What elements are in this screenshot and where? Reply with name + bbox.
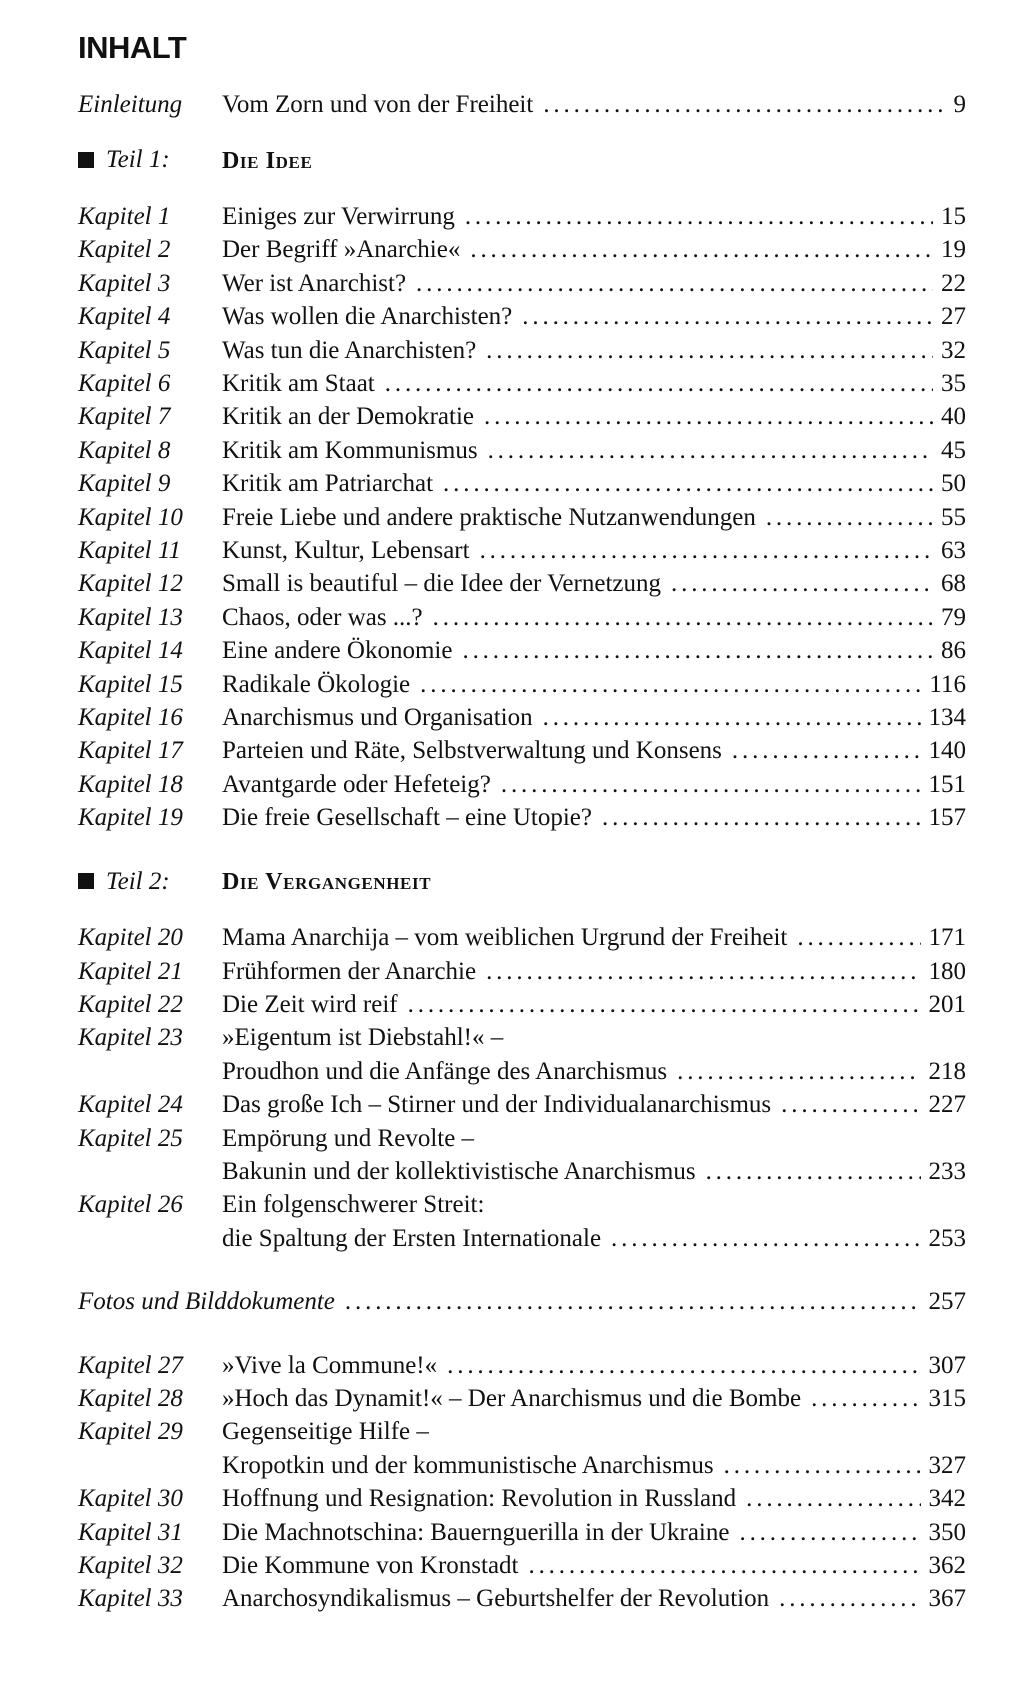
part2-chapter-list	[78, 921, 966, 1255]
leader-dots	[443, 467, 933, 500]
leader-dots	[706, 1155, 921, 1188]
entry-label: Kapitel 25	[78, 1124, 183, 1152]
entry-title: Die Machnotschina: Bauernguerilla in der Ukraine	[222, 1518, 730, 1546]
leader-dots	[522, 300, 933, 333]
entry-title: Wer ist Anarchist?	[222, 269, 407, 297]
toc-entry	[78, 467, 966, 500]
entry-title: Anarchosyndikalismus – Geburtshelfer der Revolution	[222, 1585, 770, 1613]
entry-title-wrap	[222, 634, 941, 667]
entry-title: »Hoch das Dynamit!« – Der Anarchismus und die Bombe	[222, 1385, 802, 1412]
leader-dots	[486, 955, 920, 988]
entry-title-wrap	[222, 701, 929, 734]
leader-dots	[420, 668, 921, 701]
entry-label: Kapitel 13	[78, 603, 183, 631]
entry-title-wrap	[222, 1415, 966, 1448]
entry-title-wrap	[222, 501, 941, 534]
leader-dots	[732, 734, 921, 767]
leader-dots	[543, 701, 921, 734]
entry-title: »Vive la Commune!«	[222, 1351, 438, 1379]
entry-title: Avantgarde oder Hefeteig?	[222, 770, 491, 798]
entry-title-wrap	[222, 534, 941, 567]
entry-label: Kapitel 20	[78, 924, 183, 952]
leader-dots	[746, 1482, 920, 1515]
entry-label: Kapitel 19	[78, 804, 183, 832]
entry-page: 151	[928, 770, 966, 798]
toc-entry	[78, 1122, 966, 1155]
entry-title: Anarchismus und Organisation	[222, 704, 533, 731]
entry-label: Kapitel 26	[78, 1191, 183, 1219]
entry-title-wrap	[222, 1549, 929, 1582]
toc-entry	[78, 1021, 966, 1054]
entry-page: 362	[928, 1552, 966, 1580]
entry-page: 9	[953, 91, 966, 118]
leader-dots	[345, 1285, 921, 1318]
toc-entry	[78, 233, 966, 266]
entry-title: Gegenseitige Hilfe –	[222, 1418, 429, 1446]
entry-title-wrap	[222, 200, 941, 233]
entry-label: Kapitel 5	[78, 336, 171, 364]
entry-label: Kapitel 29	[78, 1418, 183, 1446]
toc-entry	[78, 801, 966, 834]
entry-page: 50	[941, 470, 966, 498]
entry-title: Die Zeit wird reif	[222, 990, 398, 1018]
toc-entry	[78, 668, 966, 701]
leader-dots	[797, 921, 920, 954]
toc-entry-continuation	[78, 1055, 966, 1088]
toc-entry	[78, 1088, 966, 1121]
toc-entry	[78, 267, 966, 300]
entry-title-wrap	[222, 1582, 929, 1615]
entry-title-wrap	[222, 921, 929, 954]
entry-page: 171	[928, 924, 966, 952]
entry-title-wrap	[222, 1516, 929, 1549]
entry-title: Der Begriff »Anarchie«	[222, 236, 461, 264]
entry-label: Kapitel 8	[78, 436, 171, 464]
entry-page: 307	[928, 1351, 966, 1379]
entry-page: 55	[941, 503, 966, 531]
entry-page: 180	[928, 957, 966, 985]
leader-dots	[724, 1449, 921, 1482]
toc-entry	[78, 921, 966, 954]
entry-page: 157	[928, 804, 966, 832]
entry-page: 63	[941, 536, 966, 564]
entry-page: 140	[928, 737, 966, 765]
entry-title-wrap	[78, 1285, 929, 1318]
entry-title-wrap	[222, 1449, 929, 1482]
entry-label: Kapitel 14	[78, 637, 183, 665]
leader-dots	[677, 1055, 920, 1088]
entry-label: Kapitel 22	[78, 990, 183, 1018]
entry-label: Kapitel 23	[78, 1024, 183, 1052]
entry-page: 79	[941, 603, 966, 631]
entry-title-wrap	[222, 1155, 929, 1188]
entry-page: 19	[941, 236, 966, 264]
entry-page: 327	[928, 1451, 966, 1479]
entry-title-wrap	[222, 1222, 929, 1255]
entry-title: Die freie Gesellschaft – eine Utopie?	[222, 804, 592, 832]
toc-entry	[78, 1415, 966, 1448]
toc-entry	[78, 200, 966, 233]
entry-page: 201	[928, 990, 966, 1018]
entry-page: 35	[941, 369, 966, 397]
toc-entry	[78, 601, 966, 634]
toc-entry	[78, 701, 966, 734]
leader-dots	[484, 400, 933, 433]
part-heading-2	[78, 865, 966, 900]
leader-dots	[408, 988, 921, 1021]
entry-page: 253	[928, 1224, 966, 1252]
entry-title-wrap	[222, 1088, 929, 1121]
entry-title-wrap	[222, 768, 929, 801]
entry-title-wrap	[222, 367, 941, 400]
entry-label: Kapitel 28	[78, 1385, 183, 1412]
entry-title: Vom Zorn und von der Freiheit	[222, 91, 534, 118]
entry-title: Einiges zur Verwirrung	[222, 202, 455, 230]
entry-title-wrap	[222, 334, 941, 367]
entry-title-wrap	[222, 1021, 966, 1054]
leader-dots	[470, 233, 933, 266]
entry-page: 15	[941, 202, 966, 230]
leader-dots	[779, 1582, 920, 1615]
entry-page: 22	[941, 269, 966, 297]
toc-entry	[78, 1549, 966, 1582]
toc-entry	[78, 434, 966, 467]
entry-title: Kritik am Patriarchat	[222, 470, 434, 498]
entry-title: Kritik am Kommunismus	[222, 436, 478, 464]
entry-page: 227	[928, 1091, 966, 1119]
toc-entry-intro	[78, 88, 966, 121]
entry-label: Kapitel 3	[78, 269, 171, 297]
leader-dots	[447, 1349, 920, 1382]
toc-entry	[78, 988, 966, 1021]
leader-dots	[480, 534, 933, 567]
entry-title: Small is beautiful – die Idee der Vernetzung	[222, 570, 661, 598]
entry-label: Kapitel 6	[78, 369, 171, 397]
entry-title: »Eigentum ist Diebstahl!« –	[222, 1024, 504, 1052]
entry-label: Kapitel 33	[78, 1585, 183, 1613]
entry-label: Kapitel 9	[78, 470, 171, 498]
entry-title-continuation: Bakunin und der kollektivistische Anarchismus	[222, 1157, 696, 1185]
toc-entry	[78, 634, 966, 667]
entry-label: Kapitel 4	[78, 303, 171, 331]
entry-page: 27	[941, 303, 966, 331]
leader-dots	[465, 200, 933, 233]
entry-title: Die Kommune von Kronstadt	[222, 1552, 519, 1580]
entry-label: Kapitel 31	[78, 1518, 183, 1546]
toc-entry-continuation	[78, 1449, 966, 1482]
part-title: Die Vergangenheit	[222, 869, 432, 896]
entry-title-wrap	[222, 233, 941, 266]
entry-title-wrap	[222, 267, 941, 300]
toc-entry	[78, 1349, 966, 1382]
toc-entry	[78, 367, 966, 400]
entry-title-wrap	[222, 601, 941, 634]
bullet-square-icon	[78, 152, 94, 168]
entry-page: 350	[928, 1518, 966, 1546]
toc-entry	[78, 955, 966, 988]
leader-dots	[602, 801, 921, 834]
part2b-chapter-list	[78, 1349, 966, 1616]
entry-title-wrap	[222, 300, 941, 333]
entry-page: 86	[941, 637, 966, 665]
toc-entry	[78, 1188, 966, 1221]
toc-entry	[78, 1582, 966, 1615]
toc-entry	[78, 567, 966, 600]
toc-entry	[78, 300, 966, 333]
entry-title-wrap	[222, 1482, 929, 1515]
bullet-square-icon	[78, 873, 94, 889]
entry-label: Kapitel 24	[78, 1091, 183, 1119]
entry-title: Hoffnung und Resignation: Revolution in Russland	[222, 1485, 737, 1513]
leader-dots	[781, 1088, 920, 1121]
entry-label: Kapitel 32	[78, 1552, 183, 1580]
leader-dots	[433, 601, 933, 634]
entry-title-wrap	[222, 734, 929, 767]
leader-dots	[501, 768, 921, 801]
entry-title-wrap	[222, 1188, 966, 1221]
part-heading-1	[78, 143, 966, 178]
leader-dots	[611, 1222, 920, 1255]
entry-title-wrap	[222, 801, 929, 834]
entry-label: Kapitel 17	[78, 737, 183, 765]
entry-label: Kapitel 10	[78, 503, 183, 531]
leader-dots	[385, 367, 933, 400]
entry-title-wrap	[222, 1382, 929, 1415]
entry-label: Kapitel 18	[78, 770, 183, 798]
toc-entry	[78, 1482, 966, 1515]
leader-dots	[528, 1549, 920, 1582]
leader-dots	[486, 334, 933, 367]
entry-label: Kapitel 30	[78, 1485, 183, 1513]
entry-title-wrap	[222, 567, 941, 600]
entry-title-wrap	[222, 400, 941, 433]
part-title: Die Idee	[222, 147, 313, 174]
entry-title-continuation: Proudhon und die Anfänge des Anarchismus	[222, 1057, 668, 1085]
entry-title: Kritik am Staat	[222, 369, 375, 397]
entry-label: Kapitel 15	[78, 670, 183, 698]
toc-entry-continuation	[78, 1155, 966, 1188]
part-label	[78, 865, 222, 898]
entry-title: Kritik an der Demokratie	[222, 403, 474, 431]
toc-entry	[78, 400, 966, 433]
entry-title: Eine andere Ökonomie	[222, 637, 453, 665]
page-title: INHALT	[78, 30, 187, 65]
entry-label: Kapitel 21	[78, 957, 183, 985]
entry-label: Kapitel 12	[78, 570, 183, 598]
entry-title-wrap	[222, 1122, 966, 1155]
entry-title: Empörung und Revolte –	[222, 1124, 475, 1152]
entry-title: Fotos und Bilddokumente	[78, 1288, 335, 1316]
entry-title-wrap	[222, 1349, 929, 1382]
entry-label: Kapitel 11	[78, 536, 182, 564]
leader-dots	[488, 434, 933, 467]
part1-chapter-list	[78, 200, 966, 835]
toc-entry	[78, 734, 966, 767]
entry-title: Chaos, oder was ...?	[222, 603, 423, 631]
entry-title-wrap	[222, 88, 954, 121]
entry-title: Freie Liebe und andere praktische Nutzanwendungen	[222, 503, 756, 531]
toc-entry	[78, 334, 966, 367]
entry-title: Radikale Ökologie	[222, 670, 411, 698]
leader-dots	[739, 1516, 920, 1549]
entry-title-wrap	[222, 467, 941, 500]
toc-entry-photos	[78, 1285, 966, 1318]
toc-entry	[78, 768, 966, 801]
entry-title: Das große Ich – Stirner und der Individualanarchismus	[222, 1091, 772, 1119]
entry-page: 218	[928, 1057, 966, 1085]
entry-title: Parteien und Räte, Selbstverwaltung und Konsens	[222, 737, 722, 765]
part-label-text: Teil 1:	[106, 146, 170, 174]
entry-page: 134	[928, 704, 966, 731]
entry-title-wrap	[222, 988, 929, 1021]
leader-dots	[811, 1382, 920, 1415]
entry-label: Kapitel 7	[78, 403, 171, 431]
entry-title: Kunst, Kultur, Lebensart	[222, 536, 470, 564]
entry-title-wrap	[222, 668, 929, 701]
entry-label: Kapitel 2	[78, 236, 171, 264]
entry-title: Frühformen der Anarchie	[222, 957, 477, 985]
entry-title-continuation: die Spaltung der Ersten Internationale	[222, 1224, 602, 1252]
entry-page: 367	[928, 1585, 966, 1613]
part-label	[78, 143, 222, 176]
entry-page: 32	[941, 336, 966, 364]
entry-title-continuation: Kropotkin und der kommunistische Anarchismus	[222, 1451, 714, 1479]
entry-title-wrap	[222, 434, 941, 467]
entry-page: 40	[941, 403, 966, 431]
entry-page: 315	[928, 1385, 966, 1412]
entry-label: Kapitel 27	[78, 1351, 183, 1379]
toc-entry-continuation	[78, 1222, 966, 1255]
entry-title: Mama Anarchija – vom weiblichen Urgrund der Freiheit	[222, 924, 788, 952]
entry-label: Kapitel 16	[78, 704, 183, 731]
entry-page: 116	[929, 670, 966, 698]
entry-title-wrap	[222, 1055, 929, 1088]
entry-page: 233	[928, 1157, 966, 1185]
toc-entry	[78, 501, 966, 534]
leader-dots	[462, 634, 933, 667]
toc-entry	[78, 1382, 966, 1415]
part-label-text: Teil 2:	[106, 867, 170, 895]
entry-title: Ein folgenschwerer Streit:	[222, 1191, 485, 1219]
toc-entry	[78, 534, 966, 567]
entry-page: 257	[928, 1288, 966, 1316]
toc-entry	[78, 1516, 966, 1549]
entry-title: Was wollen die Anarchisten?	[222, 303, 513, 331]
entry-page: 68	[941, 570, 966, 598]
entry-label: Kapitel 1	[78, 202, 171, 230]
leader-dots	[766, 501, 933, 534]
leader-dots	[671, 567, 933, 600]
leader-dots	[543, 88, 945, 121]
entry-page: 45	[941, 436, 966, 464]
entry-label: Einleitung	[78, 91, 183, 118]
entry-title: Was tun die Anarchisten?	[222, 336, 477, 364]
entry-page: 342	[928, 1485, 966, 1513]
entry-title-wrap	[222, 955, 929, 988]
leader-dots	[416, 267, 933, 300]
